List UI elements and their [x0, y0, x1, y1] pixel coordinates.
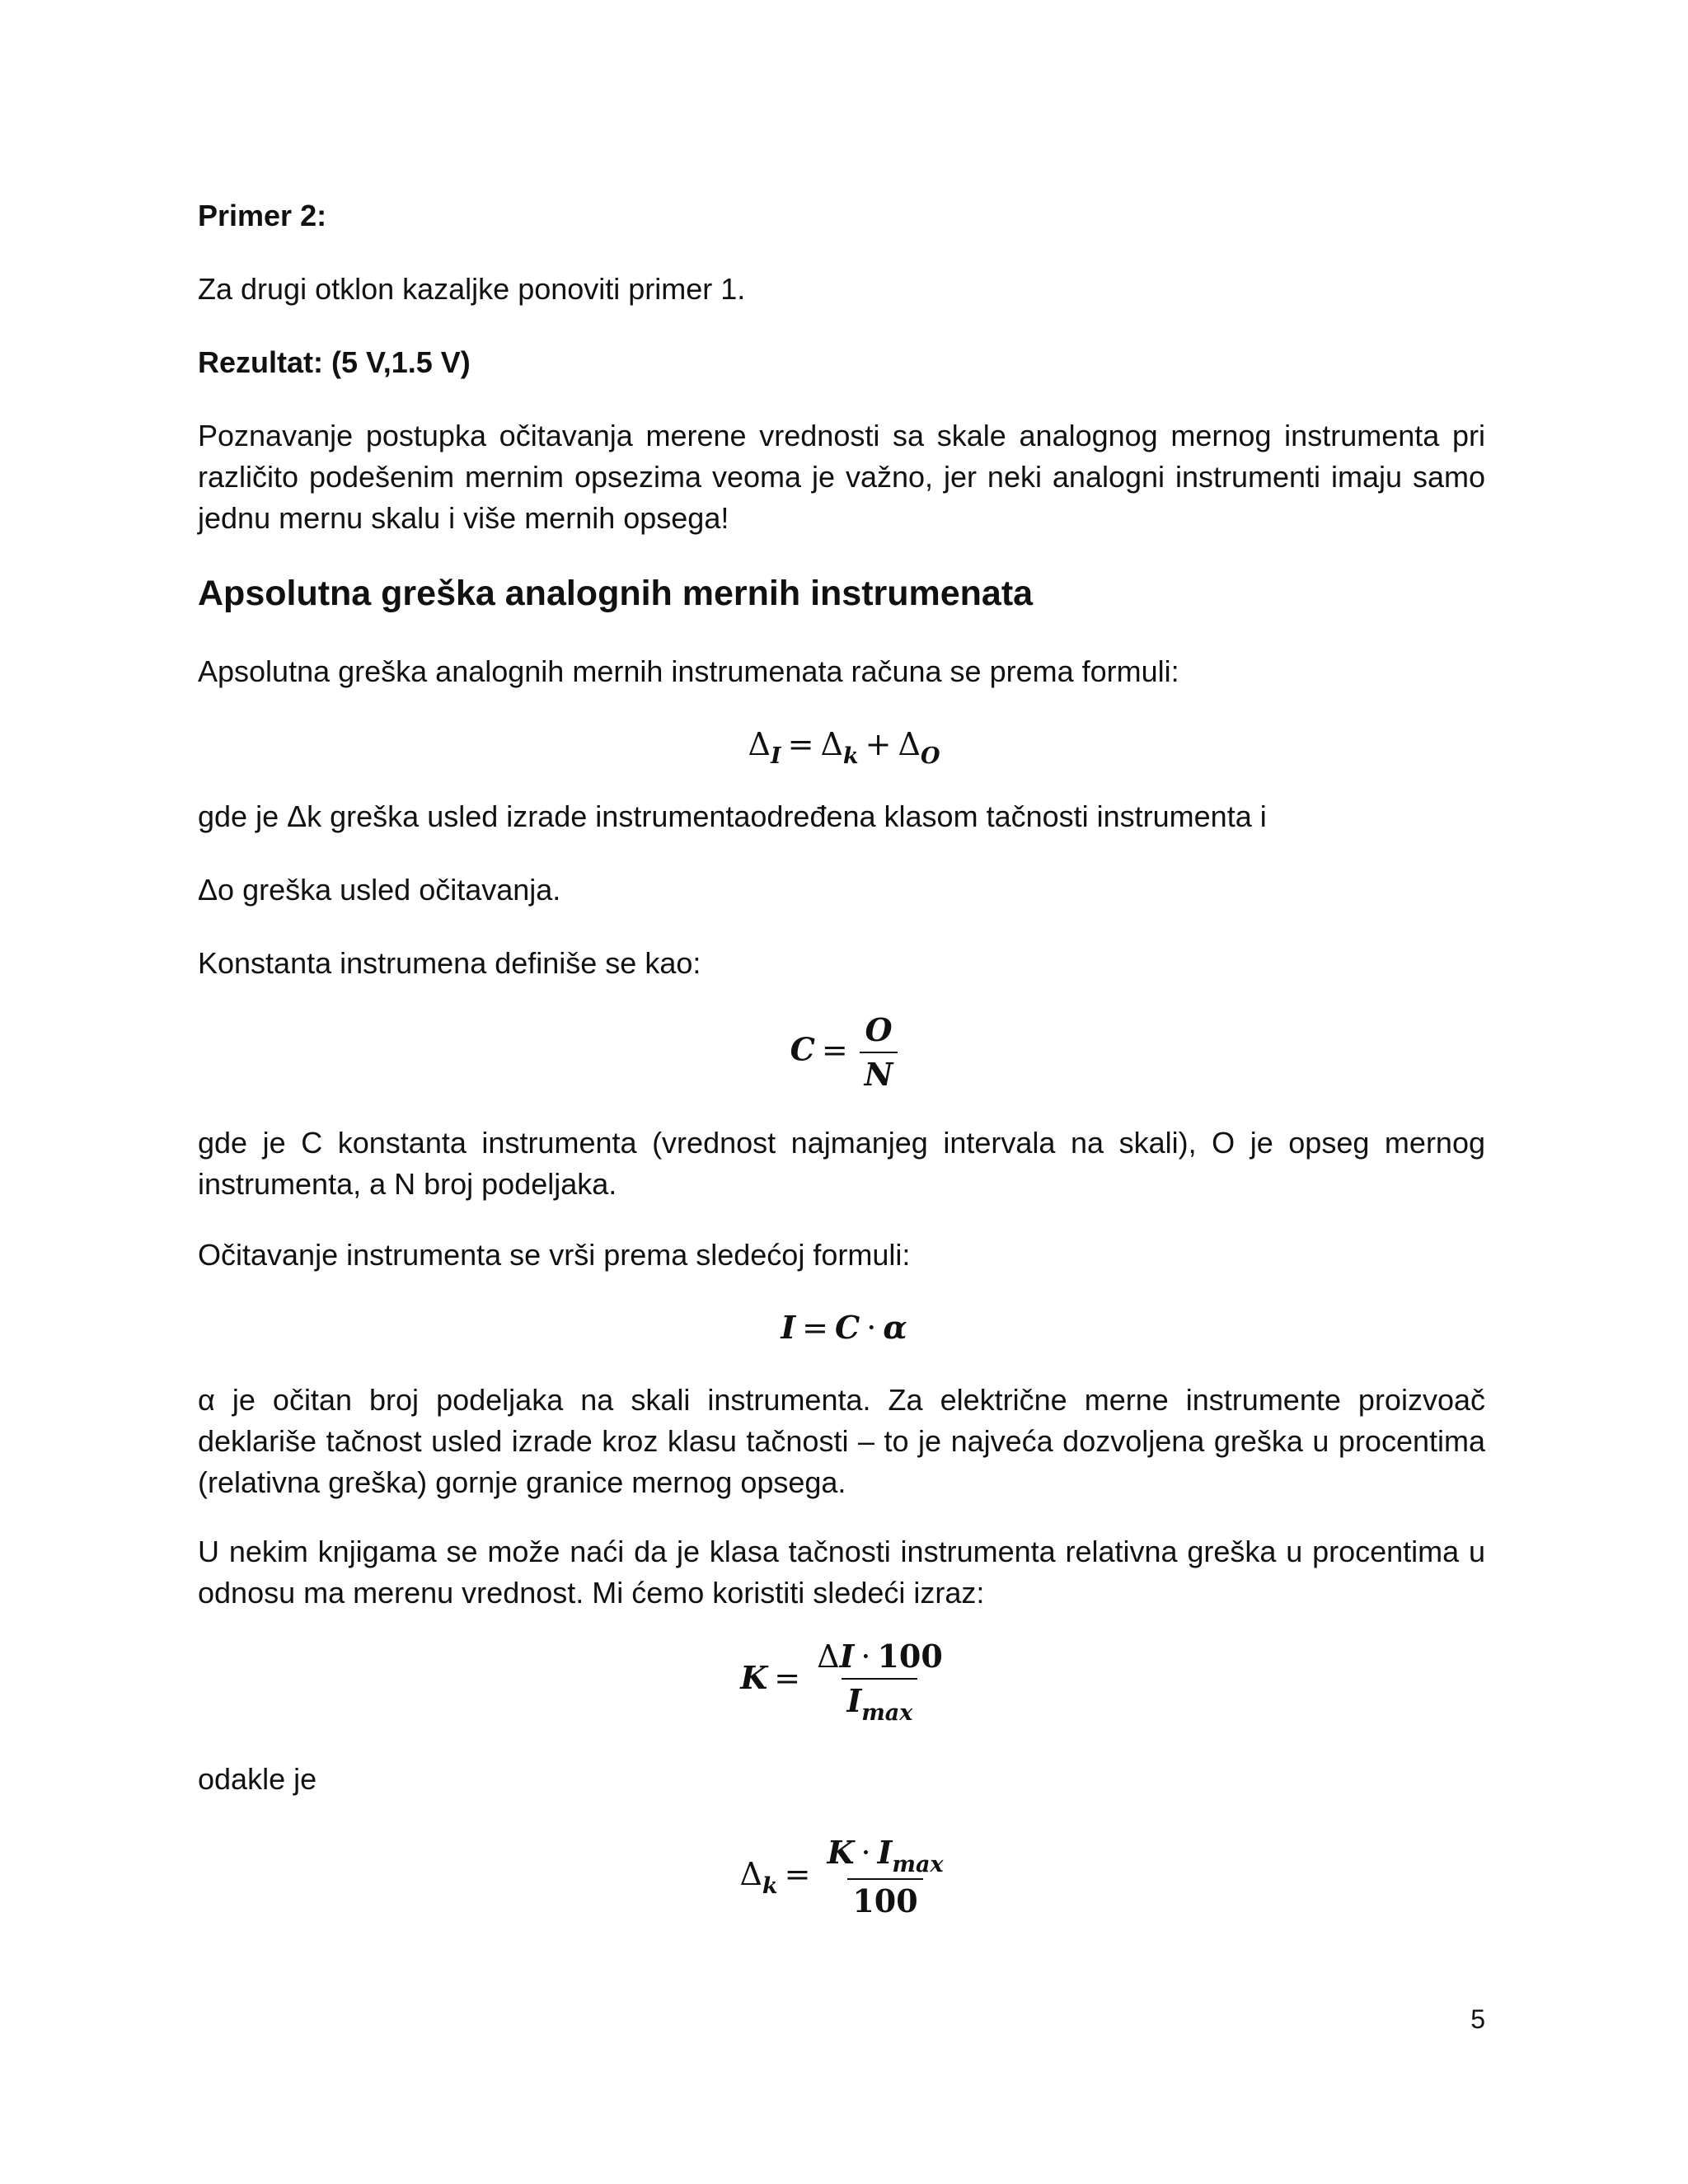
formula-intro-paragraph: Apsolutna greška analognih mernih instrumenata računa se prema formuli:	[198, 654, 1179, 688]
dk-definition: gde je Δk greška usled izrade instrumentaodređena klasom tačnosti instrumenta i	[198, 799, 1267, 833]
books-paragraph: U nekim knjigama se može naći da je klasa tačnosti instrumenta relativna greška u procentima u odnosu ma merenu vrednost. Mi ćemo koristiti sledeći izraz:	[198, 1535, 1485, 1610]
fraction: $\frac{K \cdot I_{max}}{100}$	[827, 1834, 944, 1919]
whence-line: odakle je	[198, 1762, 317, 1796]
equation-absolute-error: $\Delta_I = \Delta_k + \Delta_O$	[748, 726, 940, 769]
do-definition: Δo greška usled očitavanja.	[198, 873, 561, 907]
fraction: $\frac{\Delta I \cdot 100}{I_{max}}$	[817, 1638, 943, 1726]
result-line: Rezultat: (5 V,1.5 V)	[198, 345, 471, 379]
fraction: $\frac{O}{N}$	[860, 1012, 898, 1093]
reading-formula-intro: Očitavanje instrumenta se vrši prema sledećoj formuli:	[198, 1238, 911, 1272]
equation-constant: C = $\frac{O}{N}$	[0, 1012, 1688, 1093]
constant-definition-paragraph: gde je C konstanta instrumenta (vrednost najmanjeg intervala na skali), O je opseg mernog instrumenta, a N broj podeljaka.	[198, 1126, 1485, 1201]
reading-paragraph: Poznavanje postupka očitavanja merene vrednosti sa skale analognog mernog instrumenta pri različito podešenim mernim opsezima veoma je važno, jer neki analogni instrumenti imaju samo jednu mernu skalu i više mernih opsega!	[198, 419, 1485, 535]
alpha-paragraph: α je očitan broj podeljaka na skali instrumenta. Za električne merne instrumente proizvoač deklariše tačnost usled izrade kroz klasu tačnosti – to je najveća dozvoljena greška u procentima (relativna greška) gornje granice mernog opsega.	[198, 1383, 1485, 1499]
page-number: 5	[1470, 2004, 1485, 2034]
section-title: Apsolutna greška analognih mernih instrumenata	[198, 574, 1034, 613]
instruction-paragraph: Za drugi otklon kazaljke ponoviti primer 1.	[198, 272, 746, 306]
equation-reading: I = C · α	[781, 1309, 907, 1346]
constant-intro: Konstanta instrumena definiše se kao:	[198, 946, 701, 980]
example-heading: Primer 2:	[198, 199, 327, 232]
equation-accuracy-class: K = $\frac{\Delta I \cdot 100}{I_{max}}$	[0, 1638, 1688, 1723]
equation-class-error: $\Delta_k$ = $\frac{K \cdot I_{max}}{100}$	[0, 1835, 1688, 1919]
